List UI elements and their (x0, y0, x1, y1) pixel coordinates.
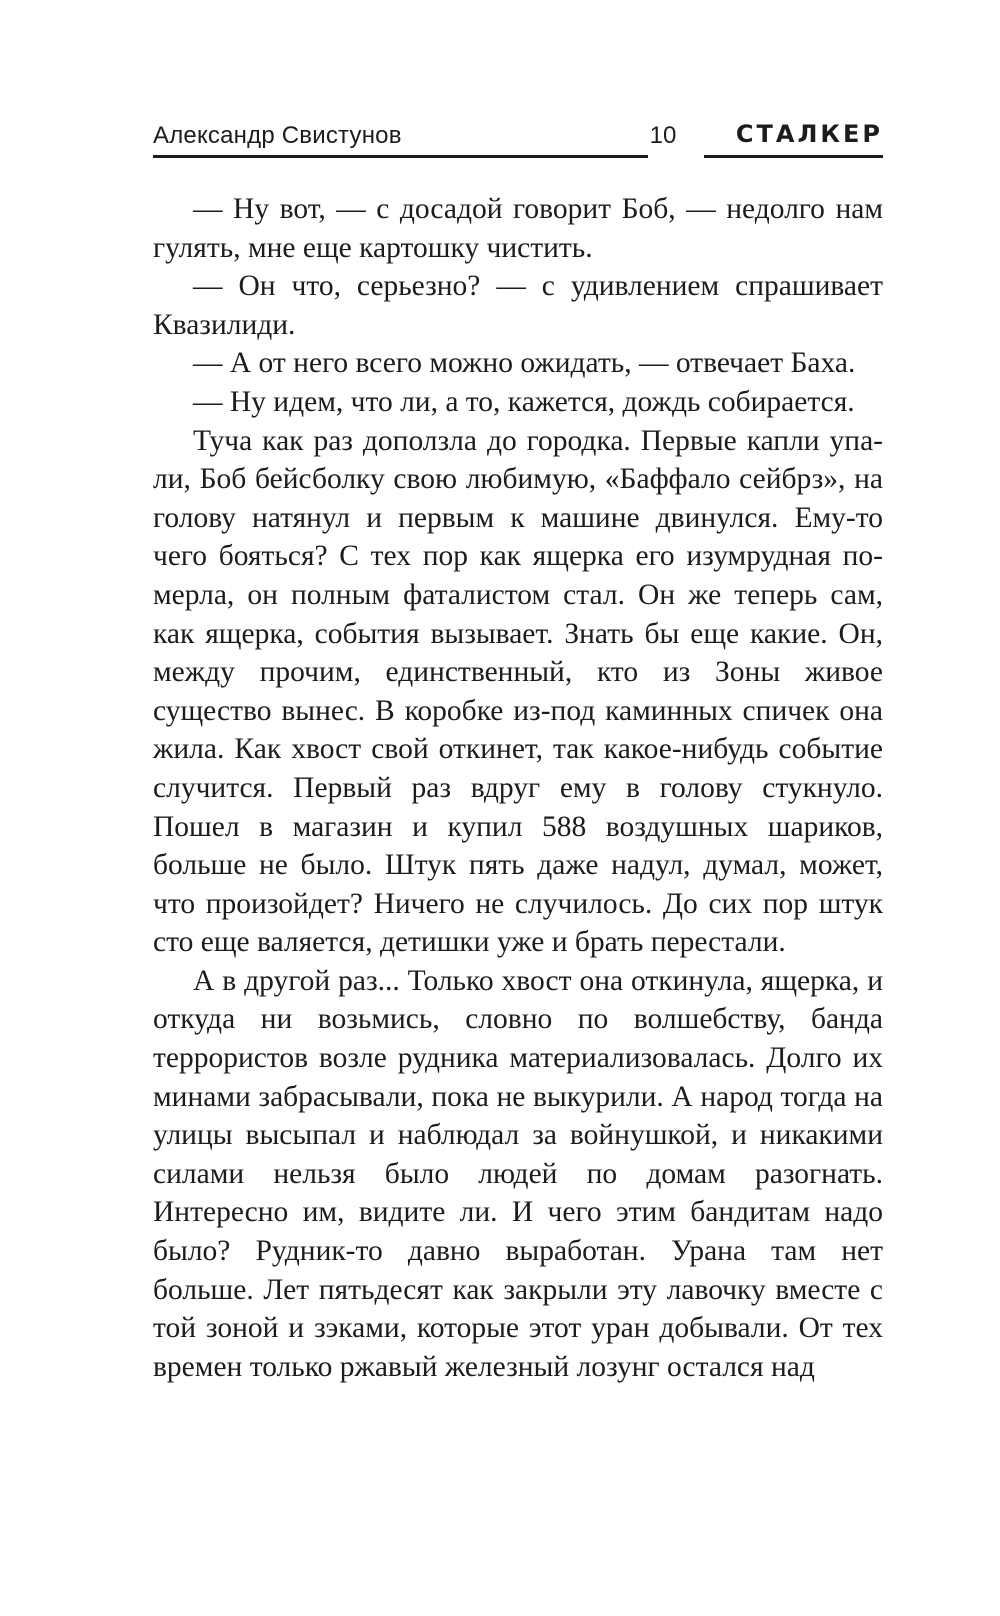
paragraph: — А от него всего можно ожидать, — отвечает Баха. (193, 347, 856, 380)
paragraph: — Ну идем, что ли, а то, кажется, дождь собирается. (193, 385, 855, 418)
body-text (153, 190, 883, 1386)
header-rule-left (153, 155, 648, 158)
paragraph: А в другой раз... Только хвост она откинула, ящерка, и откуда ни возьмись, словно по волшебству, банда террористов возле рудника материализовалась. Долго их минами забрасывали, пока не выкурили. А народ тогда на улицы высыпал и наблюдал за войнушкой, и никакими силами нельзя было людей по домам разогнать. Интересно им, видите ли. И чего этим бандитам надо было? Рудник-то давно выработан. Урана там нет больше. Лет пятьдесят как закрыли эту лавочку вместе с той зоной и зэками, которые этот уран добывали. От тех времен только ржавый железный лозунг остался над (153, 964, 883, 1383)
author-name: Александр Свистунов (153, 122, 402, 149)
page-number: 10 (649, 122, 677, 149)
series-title: СТАЛКЕР (735, 120, 883, 148)
paragraph: Туча как раз доползла до городка. Первые капли упали, Боб бейсболку свою любимую, «Баффало сейбрз», на голову натянул и первым к машине двинулся. Ему-то чего бояться? С тех пор как ящерка его изумрудная померла, он полным фаталистом стал. Он же теперь сам, как ящерка, события вызывает. Знать бы еще какие. Он, между прочим, единственный, кто из Зоны живое существо вынес. В коробке из-под каминных спичек она жила. Как хвост свой откинет, так какое-нибудь событие случится. Первый раз вдруг ему в голову стукнуло. Пошел в магазин и купил 588 воздушных шариков, больше не было. Штук пять даже надул, думал, может, что произойдет? Ничего не случилось. До сих пор штук сто еще валяется, детишки уже и брать перестали. (153, 424, 883, 959)
running-header (153, 118, 883, 158)
header-rule-right (704, 155, 883, 158)
paragraph: — Ну вот, — с досадой говорит Боб, — недолго нам гулять, мне еще картошку чистить. (153, 193, 883, 264)
paragraph: — Он что, серьезно? — с удивлением спрашивает Квазилиди. (153, 270, 883, 341)
